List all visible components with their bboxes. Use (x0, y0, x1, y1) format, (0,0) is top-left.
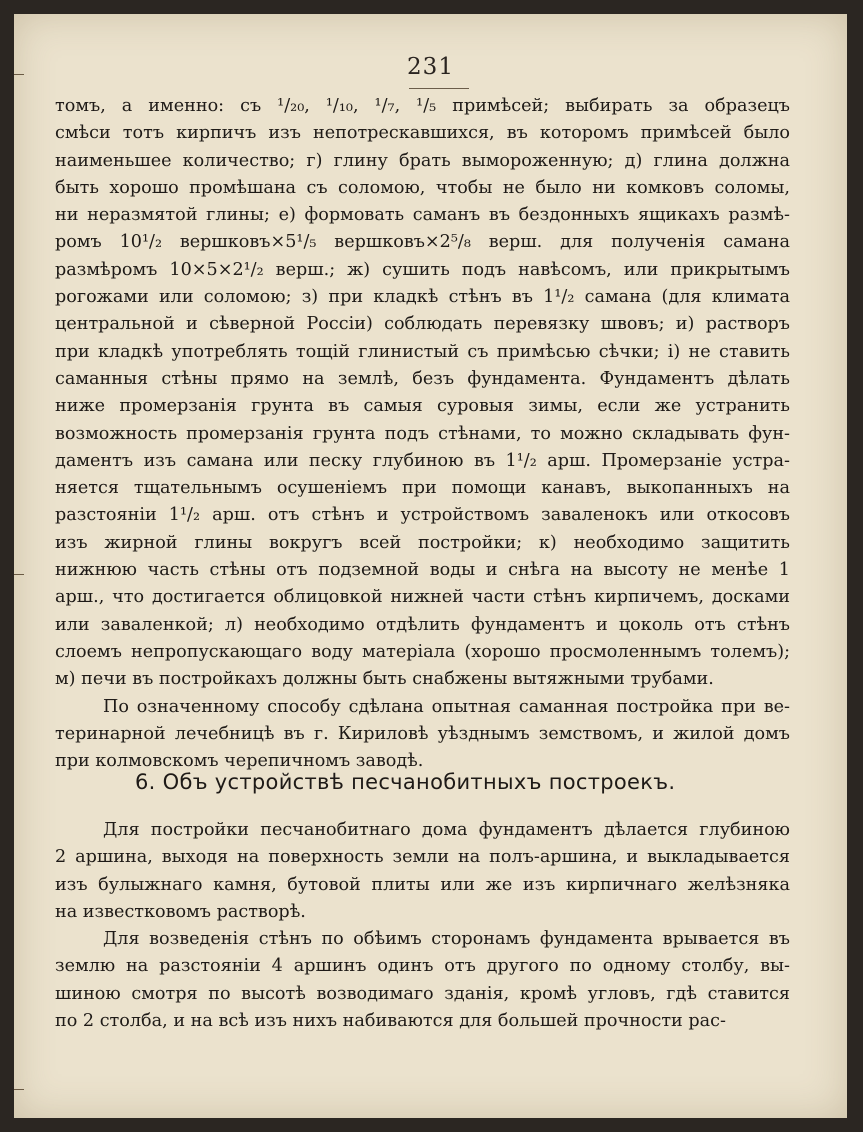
text-line: Для возведенія стѣнъ по обѣимъ сторонамъ фундамента врывается въ (103, 929, 790, 950)
text-line: возможность промерзанія грунта подъ стѣнами, то можно складывать фун- (55, 423, 790, 444)
page-number-rule (409, 88, 469, 89)
page-edge-mark (14, 574, 24, 575)
text-line: на известковомъ растворѣ. (55, 901, 306, 922)
text-column-top (55, 93, 790, 775)
paragraph-kirilov (55, 694, 790, 776)
section-heading: 6. Объ устройствѣ песчанобитныхъ построекъ. (135, 770, 676, 794)
text-line: нижнюю часть стѣны отъ подземной воды и снѣга на высоту не менѣе 1 (55, 560, 790, 581)
text-line: изъ жирной глины вокругъ всей постройки; к) необходимо защитить (55, 532, 790, 553)
paragraph-walls (55, 926, 790, 1035)
text-line: при колмовскомъ черепичномъ заводѣ. (55, 751, 424, 772)
text-line: быть хорошо промѣшана съ соломою, чтобы не было ни комковъ соломы, (55, 177, 790, 198)
text-column-bottom (55, 817, 790, 1035)
text-line: ни неразмятой глины; е) формовать саманъ въ бездонныхъ ящикахъ размѣ- (55, 205, 790, 226)
text-line: теринарной лечебницѣ въ г. Кириловѣ уѣзднымъ земствомъ, и жилой домъ (55, 723, 790, 744)
text-line: землю на разстояніи 4 аршинъ одинъ отъ другого по одному столбу, вы- (55, 956, 790, 977)
text-line: шиною смотря по высотѣ возводимаго зданія, кромѣ угловъ, гдѣ ставится (55, 983, 790, 1004)
text-line: слоемъ непропускающаго воду матеріала (хорошо просмоленнымъ толемъ); (55, 641, 790, 662)
book-page (14, 14, 847, 1118)
text-line: арш., что достигается облицовкой нижней части стѣнъ кирпичемъ, досками (55, 587, 790, 608)
page-number: 231 (407, 54, 454, 80)
text-line: ниже промерзанія грунта въ самыя суровыя зимы, если же устранить (55, 396, 790, 417)
text-line: томъ, а именно: съ ¹/₂₀, ¹/₁₀, ¹/₇, ¹/₅ примѣсей; выбирать за образецъ (55, 96, 790, 116)
text-line: разстояніи 1¹/₂ арш. отъ стѣнъ и устройствомъ заваленокъ или откосовъ (55, 505, 790, 526)
text-line: саманныя стѣны прямо на землѣ, безъ фундамента. Фундаментъ дѣлать (55, 368, 790, 389)
text-line: няется тщательнымъ осушеніемъ при помощи канавъ, выкопанныхъ на (55, 478, 790, 499)
text-line: м) печи въ постройкахъ должны быть снабжены вытяжными трубами. (55, 669, 714, 690)
text-line: наименьшее количество; г) глину брать вымороженную; д) глина должна (55, 150, 790, 171)
paragraph-foundation (55, 817, 790, 926)
paragraph-continuation (55, 93, 790, 694)
text-line: рогожами или соломою; з) при кладкѣ стѣнъ въ 1¹/₂ самана (для климата (55, 287, 790, 308)
text-line: ромъ 10¹/₂ вершковъ×5¹/₅ вершковъ×2⁵/₈ верш. для полученія самана (55, 232, 790, 253)
text-line: размѣромъ 10×5×2¹/₂ верш.; ж) сушить подъ навѣсомъ, или прикрытымъ (55, 259, 790, 280)
text-line: Для постройки песчанобитнаго дома фундаментъ дѣлается глубиною (103, 820, 790, 840)
text-line: смѣси тотъ кирпичъ изъ непотрескавшихся, въ которомъ примѣсей было (55, 123, 790, 144)
page-edge-mark (14, 1089, 24, 1090)
text-line: по 2 столба, и на всѣ изъ нихъ набиваются для большей прочности рас- (55, 1011, 726, 1032)
text-line: центральной и сѣверной Россіи) соблюдать перевязку швовъ; и) растворъ (55, 314, 790, 335)
text-line: даментъ изъ самана или песку глубиною въ 1¹/₂ арш. Промерзаніе устра- (55, 450, 790, 471)
text-line: изъ булыжнаго камня, бутовой плиты или же изъ кирпичнаго желѣзняка (55, 874, 790, 895)
text-line: По означенному способу сдѣлана опытная саманная постройка при ве- (103, 696, 790, 717)
text-line: при кладкѣ употреблять тощій глинистый съ примѣсью сѣчки; і) не ставить (55, 341, 790, 362)
text-line: 2 аршина, выходя на поверхность земли на полъ-аршина, и выкладывается (55, 847, 790, 868)
text-line: или заваленкой; л) необходимо отдѣлить фундаментъ и цоколь отъ стѣнъ (55, 614, 790, 635)
